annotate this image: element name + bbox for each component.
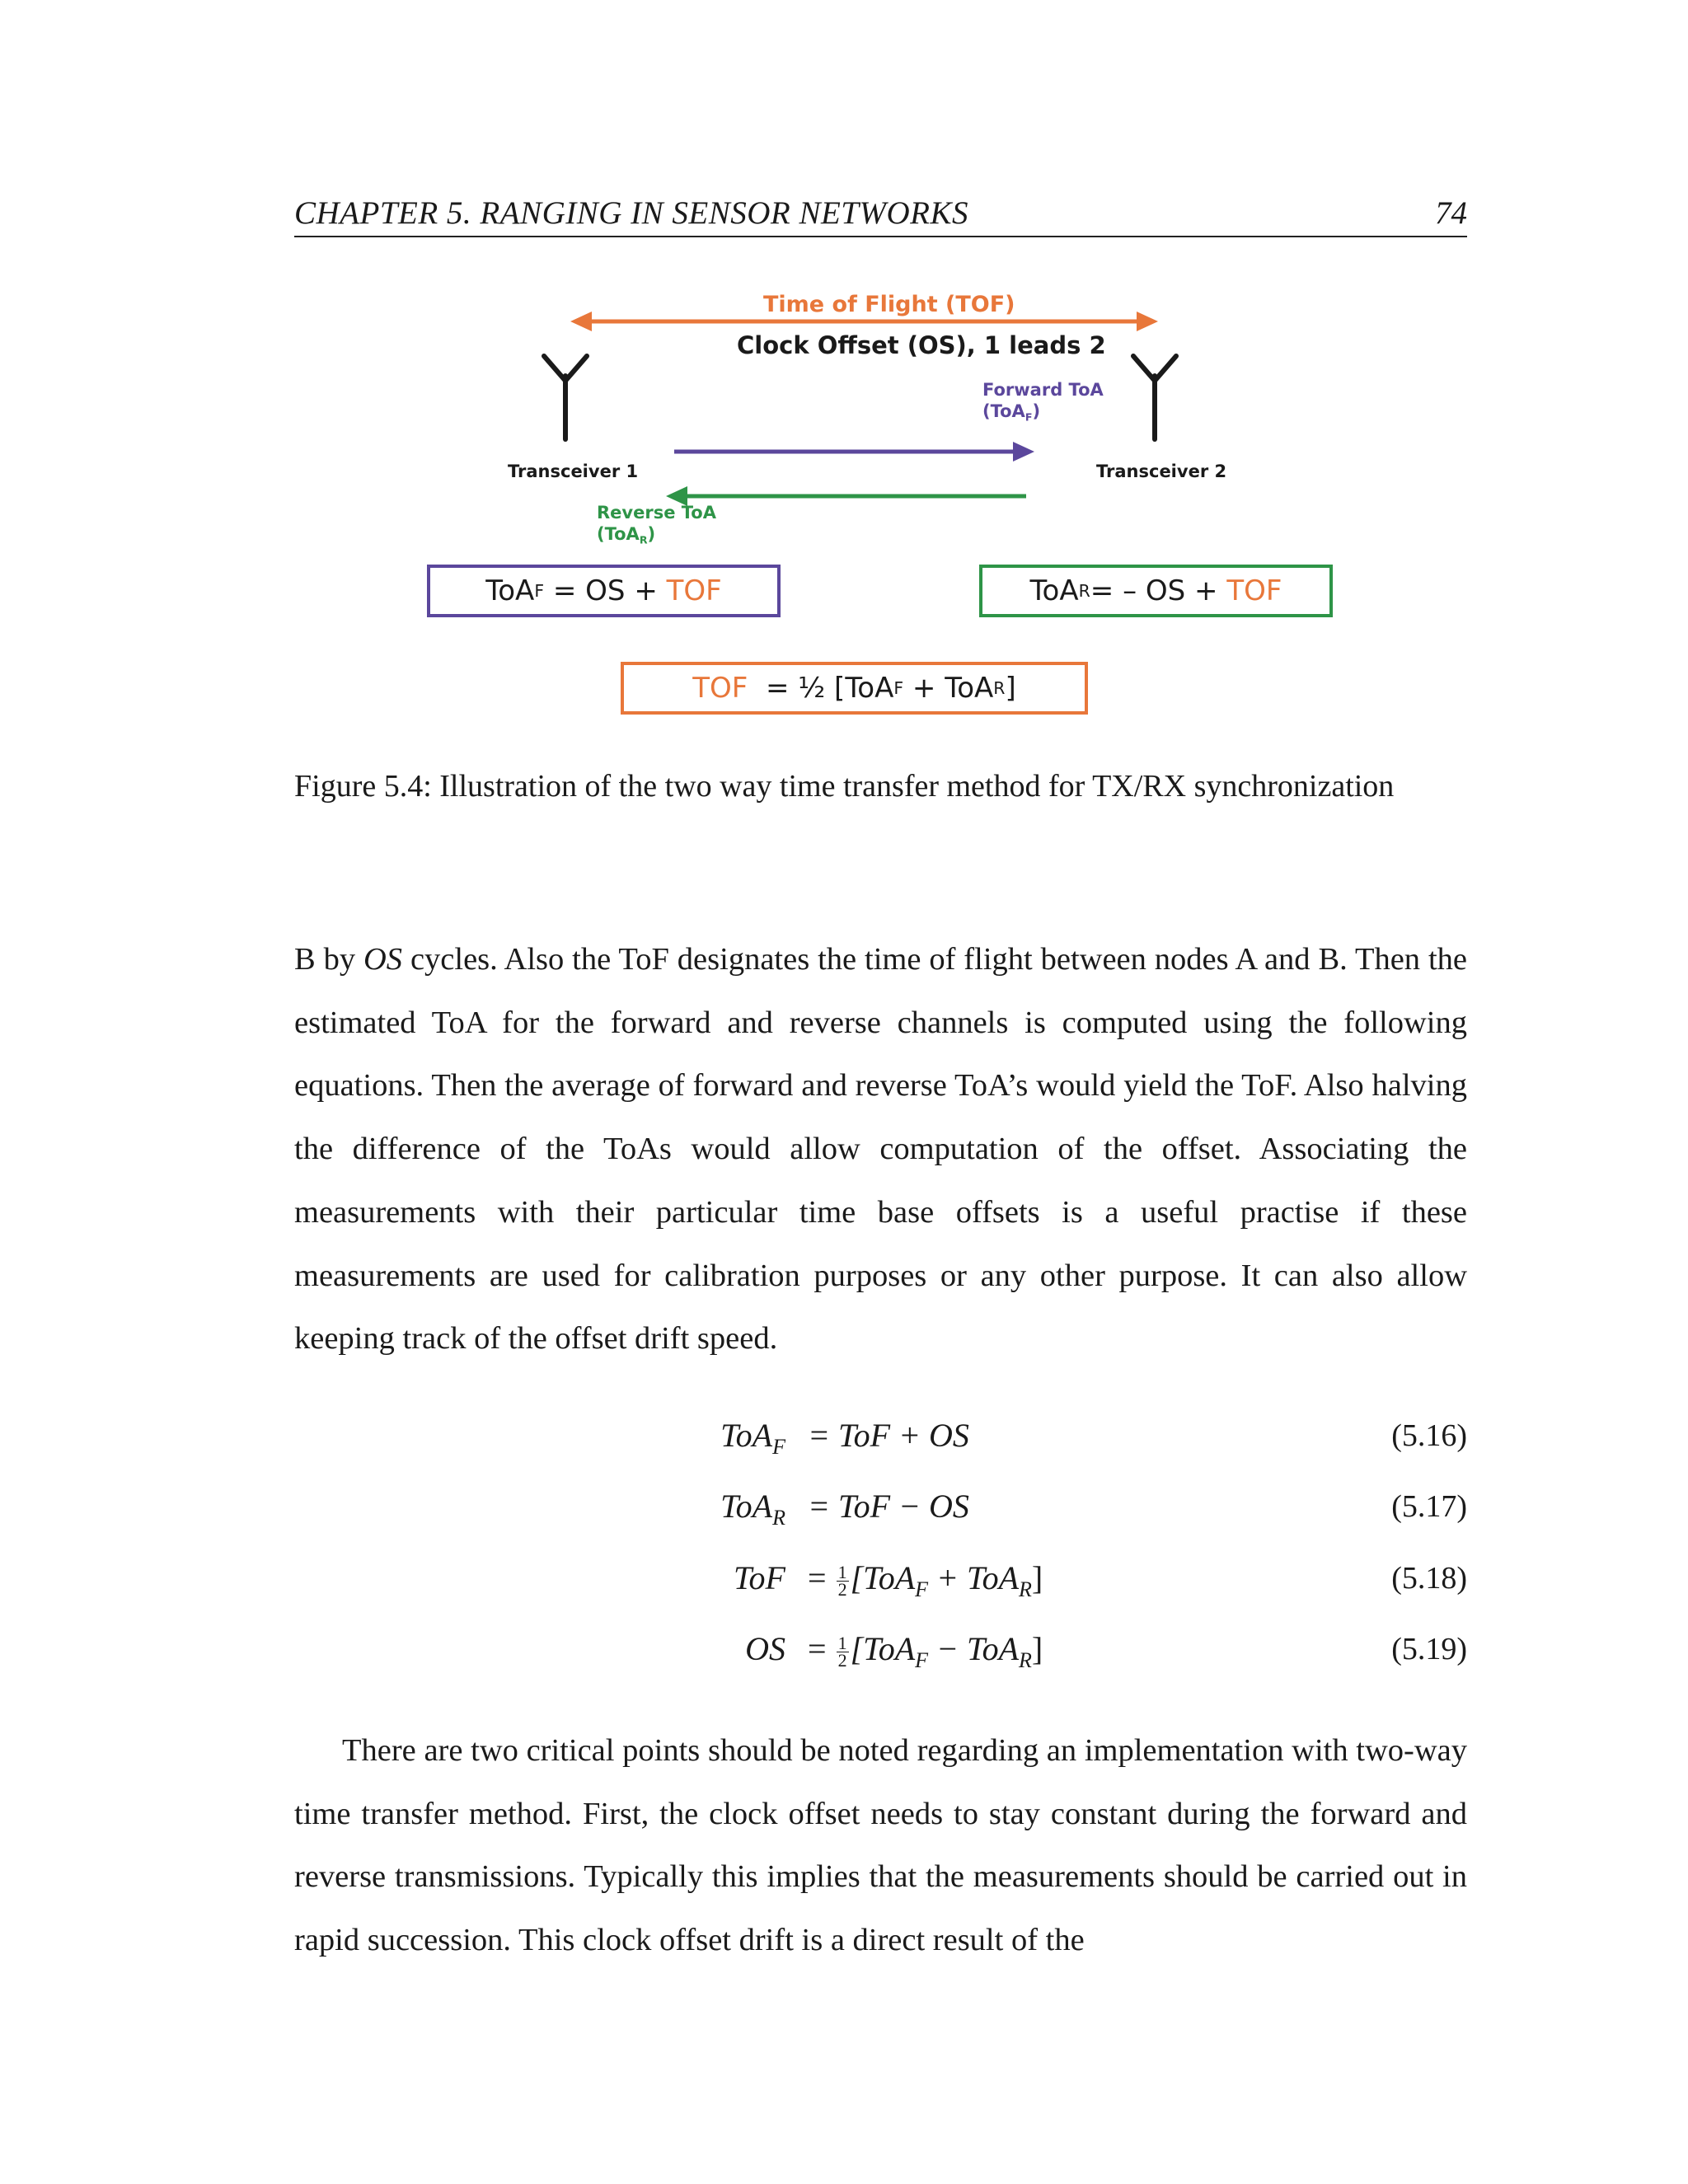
tof-equation-box: TOF = ½ [ToA F + ToA R ] xyxy=(621,662,1088,715)
transceiver-2-label: Transceiver 2 xyxy=(1096,462,1227,481)
equation-5-16: ToA$_F$ = ToF + OS (5.16) xyxy=(0,1411,1688,1460)
forward-equation-box: ToA F = OS + TOF xyxy=(427,565,781,617)
clock-offset-label: Clock Offset (OS), 1 leads 2 xyxy=(737,331,1106,359)
figure-caption: Figure 5.4: Illustration of the two way time transfer method for TX/RX synchronization xyxy=(294,769,1395,804)
antenna-2-icon xyxy=(1133,356,1176,439)
reverse-arrow xyxy=(666,486,1026,506)
forward-arrow xyxy=(674,442,1034,462)
reverse-equation-box: ToA R = – OS + TOF xyxy=(979,565,1333,617)
body-paragraph-2: There are two critical points should be noted regarding an implementation with two-way time transfer method. First, the clock offset needs to stay constant during the forward and reverse transmissions. Typically this implies that the measurements should be carried out in rapid succession. This clock offset drift is a direct result of the xyxy=(294,1733,1467,1958)
figure-5-4 xyxy=(0,0,1688,742)
transceiver-1-label: Transceiver 1 xyxy=(508,462,639,481)
equation-number: (5.18) xyxy=(1391,1561,1467,1596)
body-paragraph-1: B by OS cycles. Also the ToF designates the time of flight between nodes A and B. Then the estimated ToA for the forward and reverse channels is computed using the following equations. Then the average of forward and reverse ToA’s would yield the ToF. Also halving the difference of the ToAs would allow computation of the offset. Associating the measurements with their particular time base offsets is a useful practise if these measurements are used for calibration purposes or any other purpose. It can also allow keeping track of the offset drift speed. xyxy=(294,942,1467,1357)
equation-5-19: OS = $\frac{1}{2}$ [ToA$_F$ − ToA$_R$] (5.19) xyxy=(0,1624,1688,1674)
equation-number: (5.17) xyxy=(1391,1489,1467,1524)
figure-arrows xyxy=(0,0,1688,742)
antenna-1-icon xyxy=(544,356,587,439)
forward-toa-label: Forward ToA (ToA$_F$) xyxy=(982,380,1104,424)
reverse-toa-label: Reverse ToA (ToA$_R$) xyxy=(597,503,716,546)
equation-number: (5.19) xyxy=(1391,1632,1467,1666)
equation-5-17: ToA$_R$ = ToF − OS (5.17) xyxy=(0,1482,1688,1531)
chapter-title: CHAPTER 5. RANGING IN SENSOR NETWORKS xyxy=(294,195,968,231)
equation-5-18: ToF = $\frac{1}{2}$ [ToA$_F$ + ToA$_R$] (5.18) xyxy=(0,1554,1688,1603)
equation-number: (5.16) xyxy=(1391,1418,1467,1453)
tof-label: Time of Flight (TOF) xyxy=(763,292,1015,317)
page-number: 74 xyxy=(1435,195,1467,231)
